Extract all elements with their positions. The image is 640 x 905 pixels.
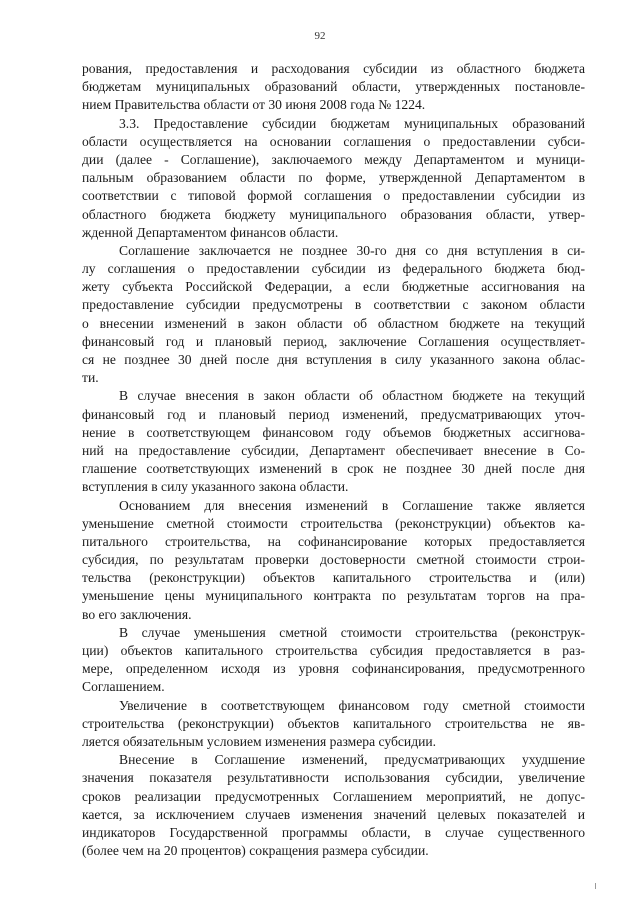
text-line: ти. — [82, 370, 99, 386]
text-line: областного бюджета бюджету муниципального образования области, утвер- — [82, 206, 585, 222]
text-line: тельства (реконструкции) объектов капитального строительства и (или) — [82, 570, 585, 586]
text-line: 3.3. Предоставление субсидии бюджетам муниципальных образований — [119, 115, 585, 131]
page-number: 92 — [314, 30, 326, 42]
text-line: жденной Департаментом финансов области. — [82, 224, 339, 240]
text-line: финансовый год и плановый период, заключение Соглашения осуществляет- — [82, 333, 585, 349]
text-line: пальным образованием области по форме, утвержденной Департаментом в — [82, 170, 585, 186]
text-line: сроков реализации предусмотренных Соглашением мероприятий, не допус- — [82, 788, 585, 804]
text-line: соответствии с типовой формой соглашения о предоставлении субсидии из — [82, 188, 585, 204]
text-line: Внесение в Соглашение изменений, предусматривающих ухудшение — [119, 752, 585, 768]
text-line: Соглашение заключается не позднее 30-го дня со дня вступления в си- — [119, 242, 585, 258]
text-line: лу соглашения о предоставлении субсидии из федерального бюджета бюд- — [82, 261, 585, 277]
text-line: уменьшение цены муниципального контракта по результатам торгов на пра- — [82, 588, 585, 604]
text-line: во его заключения. — [82, 606, 192, 622]
scan-edge-mark — [595, 883, 596, 889]
text-line: кается, за исключением случаев изменения значений целевых показателей и — [82, 806, 585, 822]
text-line: ции) объектов капитального строительства субсидия предоставляется в раз- — [82, 643, 585, 658]
text-line: уменьшение сметной стоимости строительства (реконструкции) объектов ка- — [82, 515, 585, 531]
text-line: Увеличение в соответствующем финансовом году сметной стоимости — [119, 697, 585, 713]
text-line: нение в соответствующем финансовом году объемов бюджетных ассигнова- — [82, 424, 585, 440]
text-line: рования, предоставления и расходования субсидии из областного бюджета — [82, 61, 585, 76]
text-line: ся не позднее 30 дней после дня вступления в силу указанного закона облас- — [82, 352, 585, 367]
text-line: ляется обязательным условием изменения размера субсидии. — [82, 733, 437, 749]
text-line: области осуществляется на основании соглашения о предоставлении субси- — [82, 133, 585, 149]
text-line: строительства (реконструкции) объектов капитального строительства не яв- — [82, 715, 585, 731]
text-line: о внесении изменений в закон области об областном бюджете на текущий — [82, 315, 585, 331]
text-line: индикаторов Государственной программы области, в случае существенного — [82, 824, 585, 840]
text-line: (более чем на 20 процентов) сокращения размера субсидии. — [82, 843, 429, 859]
text-line: питального строительства, на софинансирование которых предоставляется — [82, 533, 585, 549]
text-line: жету субъекта Российской Федерации, а если бюджетные ассигнования на — [82, 279, 585, 295]
text-line: вступления в силу указанного закона области. — [82, 479, 349, 495]
text-line: дии (далее - Соглашение), заключаемого между Департаментом и муници- — [82, 151, 585, 167]
text-line: Основанием для внесения изменений в Соглашение также является — [119, 497, 585, 513]
text-line: мере, определенном исходя из уровня софинансирования, предусмотренного — [82, 661, 585, 677]
document-body — [82, 60, 585, 860]
text-line: нием Правительства области от 30 июня 2008 года № 1224. — [82, 97, 426, 113]
text-line: финансовый год и плановый период изменений, предусматривающих уточ- — [82, 406, 585, 422]
text-line: предоставление субсидии предусмотрены в соответствии с законом области — [82, 297, 585, 313]
text-line: В случае внесения в закон области об областном бюджете на текущий — [119, 388, 585, 404]
text-line: бюджетам муниципальных образований области, утвержденных постановле- — [82, 79, 585, 95]
text-line: ний на предоставление субсидии, Департамент обеспечивает внесение в Со- — [82, 442, 585, 458]
text-line: Соглашением. — [82, 679, 165, 695]
text-line: глашение соответствующих изменений в срок не позднее 30 дней после дня — [82, 461, 585, 477]
text-line: В случае уменьшения сметной стоимости строительства (реконструк- — [119, 624, 585, 640]
text-line: значения показателя результативности использования субсидии, увеличение — [82, 770, 585, 786]
text-line: субсидия, по результатам проверки достоверности сметной стоимости строи- — [82, 552, 585, 568]
